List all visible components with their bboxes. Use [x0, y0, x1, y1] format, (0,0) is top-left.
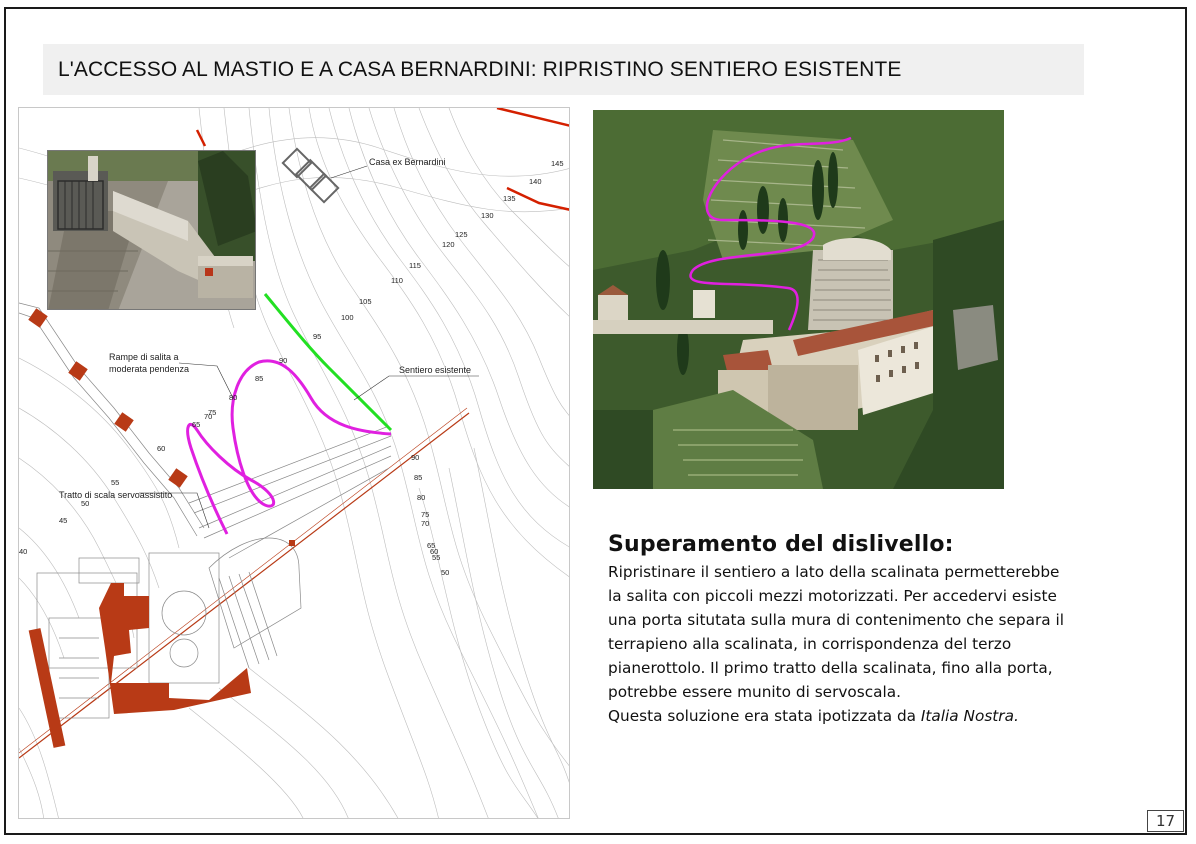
section-heading: Superamento del dislivello:	[608, 532, 954, 557]
page-title: L'ACCESSO AL MASTIO E A CASA BERNARDINI: RIPRISTINO SENTIERO ESISTENTE	[58, 58, 902, 81]
body-line: una porta situtata sulla mura di contenimento che separa il	[608, 611, 1064, 629]
svg-text:140: 140	[529, 177, 542, 186]
svg-text:90: 90	[411, 453, 420, 462]
svg-text:85: 85	[414, 473, 423, 482]
ramp-path	[188, 361, 391, 534]
svg-text:90: 90	[279, 356, 288, 365]
svg-text:130: 130	[481, 211, 494, 220]
svg-text:110: 110	[391, 276, 403, 285]
svg-text:145: 145	[551, 159, 564, 168]
label-tratto-scala: Tratto di scala servoassistito	[59, 490, 173, 500]
svg-text:85: 85	[255, 374, 264, 383]
svg-text:75: 75	[208, 408, 217, 417]
body-line: la salita con piccoli mezzi motorizzati. Per accedervi esiste	[608, 587, 1057, 605]
svg-text:65: 65	[427, 541, 436, 550]
body-line: potrebbe essere munito di servoscala.	[608, 683, 902, 701]
body-line: pianerottolo. Il primo tratto della scalinata, fino alla porta,	[608, 659, 1053, 677]
label-sentiero-esistente: Sentiero esistente	[399, 365, 472, 375]
svg-text:60: 60	[430, 547, 439, 556]
svg-text:125: 125	[455, 230, 468, 239]
page-number: 17	[1147, 810, 1184, 832]
description-block	[608, 532, 1168, 728]
svg-text:50: 50	[81, 499, 90, 508]
svg-text:55: 55	[432, 553, 441, 562]
aerial-photo	[593, 110, 1004, 489]
svg-text:70: 70	[204, 412, 213, 421]
gate-photo	[47, 150, 256, 310]
svg-text:60: 60	[157, 444, 166, 453]
label-rampe-line1: Rampe di salita a	[109, 352, 179, 362]
body-line-last: Questa soluzione era stata ipotizzata da Italia Nostra.	[608, 707, 1019, 725]
svg-text:105: 105	[359, 297, 372, 306]
svg-text:45: 45	[59, 516, 68, 525]
site-map	[18, 107, 570, 819]
svg-text:65: 65	[192, 420, 201, 429]
svg-text:115: 115	[409, 261, 421, 270]
svg-text:95: 95	[313, 332, 322, 341]
svg-text:50: 50	[441, 568, 450, 577]
svg-text:40: 40	[19, 547, 28, 556]
svg-text:55: 55	[111, 478, 120, 487]
title-bar	[43, 44, 1084, 95]
svg-text:70: 70	[421, 519, 430, 528]
svg-text:120: 120	[442, 240, 455, 249]
svg-text:80: 80	[229, 393, 238, 402]
road-line	[19, 413, 469, 758]
svg-text:80: 80	[417, 493, 426, 502]
svg-text:135: 135	[503, 194, 516, 203]
label-casa-bernardini: Casa ex Bernardini	[369, 157, 446, 167]
svg-text:75: 75	[421, 510, 430, 519]
body-line: terrapieno alla scalinata, in corrispondenza del terzo	[608, 635, 1012, 653]
svg-text:100: 100	[341, 313, 354, 322]
label-rampe-line2: moderata pendenza	[109, 364, 190, 374]
body-line: Ripristinare il sentiero a lato della scalinata permetterebbe	[608, 563, 1060, 581]
italia-nostra: Italia Nostra.	[920, 707, 1019, 725]
